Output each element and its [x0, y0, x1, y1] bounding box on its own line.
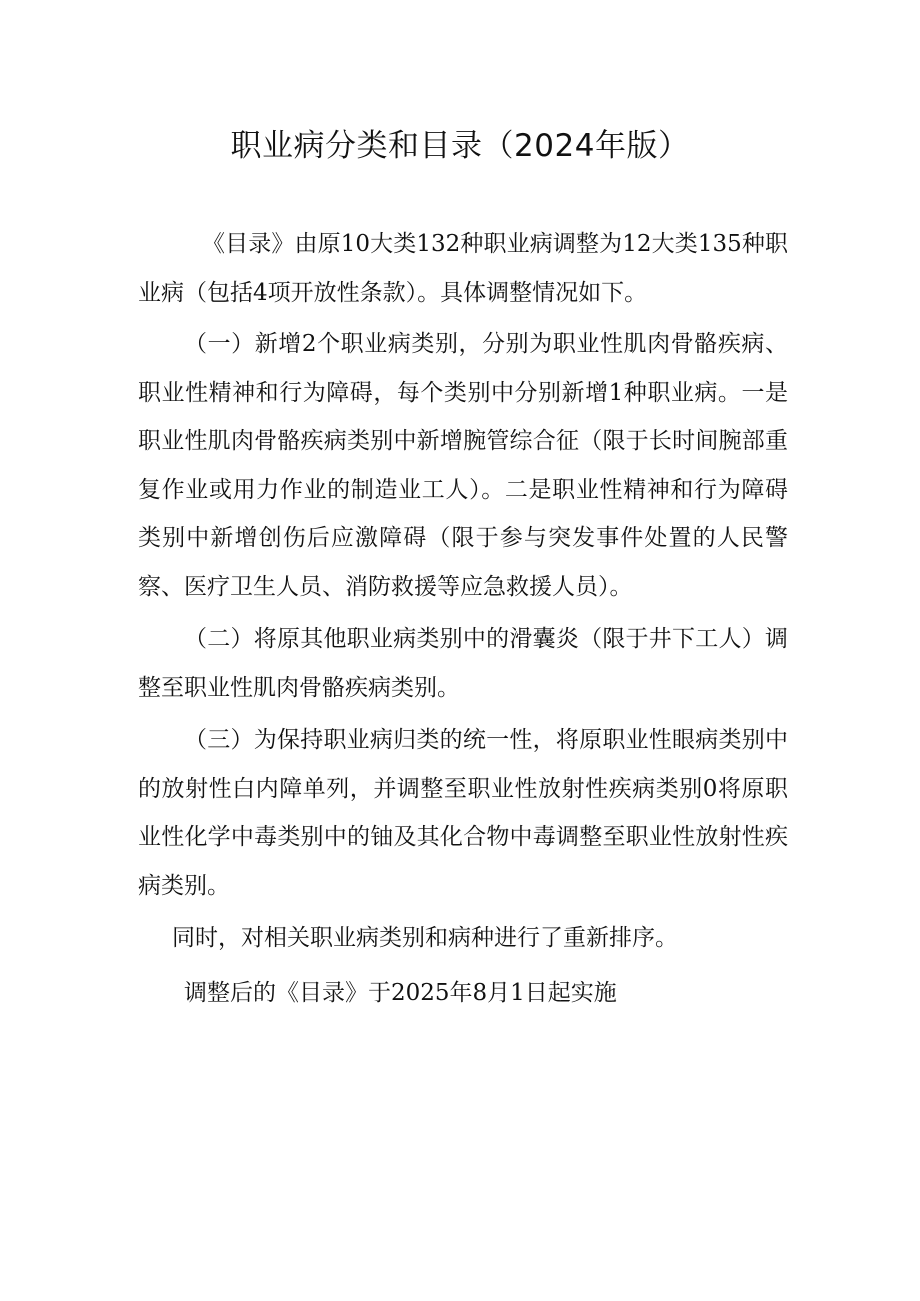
- document-title: 职业病分类和目录（2024年版）: [230, 128, 690, 164]
- paragraph-effective-date: 调整后的《目录》于2025年8月1日起实施: [184, 979, 617, 1006]
- paragraph-item-three: （三）为保持职业病归类的统一性，将原职业性眼病类别中的放射性白内障单列，并调整至职业性放射性疾病类别0将原职业性化学中毒类别中的铀及其化合物中毒调整至职业性放射性疾病类别。: [138, 727, 788, 899]
- paragraph-item-one: （一）新增2个职业病类别，分别为职业性肌肉骨骼疾病、职业性精神和行为障碍，每个类别中分别新增1种职业病。一是职业性肌肉骨骼疾病类别中新增腕管综合征（限于长时间腕部重复作业或用力作业的制造业工人）。二是职业性精神和行为障碍类别中新增创伤后应激障碍（限于参与突发事件处置的人民警察、医疗卫生人员、消防救援等应急救援人员）。: [138, 331, 788, 600]
- document-body: [138, 220, 788, 1017]
- paragraph-reorder: 同时，对相关职业病类别和病种进行了重新排序。: [172, 925, 678, 951]
- paragraph-item-two: （二）将原其他职业病类别中的滑囊炎（限于井下工人）调整至职业性肌肉骨骼疾病类别。: [138, 626, 788, 701]
- paragraph-intro: 《目录》由原10大类132种职业病调整为12大类135种职业病（包括4项开放性条款）。具体调整情况如下。: [138, 231, 788, 306]
